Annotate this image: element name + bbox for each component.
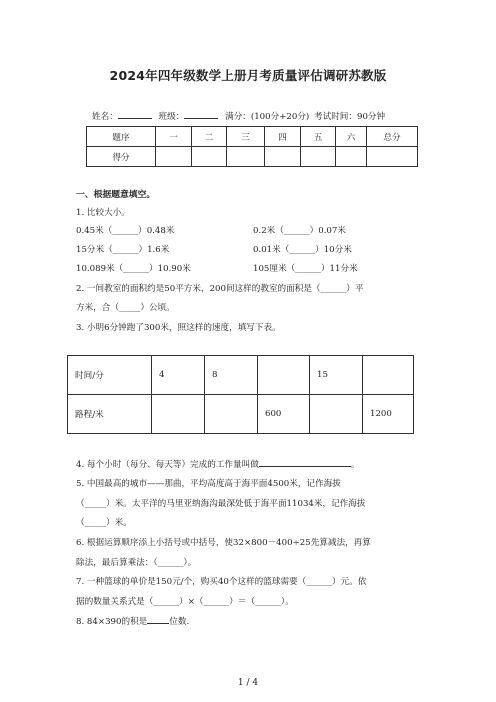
score-row	[87, 147, 418, 167]
compare-item: 0.01米（______）10分米	[253, 245, 352, 255]
compare-item: 105厘米（______）11分米	[253, 264, 358, 274]
compare-item: 10.089米（______）10.90米	[76, 264, 191, 274]
question-5-line2: （_____）米。太平洋的马里亚纳海沟最深处低于海平面11034米，记作海拔	[76, 499, 366, 509]
score-header-cell: 一	[156, 127, 192, 147]
question-5-line3: （_____）米。	[76, 518, 132, 528]
section-heading: 一、根据题意填空。	[76, 190, 156, 200]
time-cell: 15	[310, 356, 363, 395]
score-header-cell: 六	[336, 127, 367, 147]
question-5-line1: 5. 中国最高的城市——那曲，平均高度高于海平面4500米，记作海拔	[76, 479, 341, 489]
name-blank[interactable]	[118, 109, 152, 119]
score-header-cell: 二	[192, 127, 227, 147]
question-4-end: 。	[350, 460, 360, 470]
page-number: 1 / 4	[237, 678, 259, 688]
time-row	[68, 356, 414, 395]
question-6-line1: 6. 根据运算顺序添上小括号或中括号，使32×800－400÷25先算减法，再算	[76, 538, 371, 548]
distance-cell[interactable]	[310, 395, 363, 434]
page-title: 2024年四年级数学上册月考质量评估调研苏教版	[109, 68, 387, 83]
question-4	[76, 458, 359, 470]
distance-cell[interactable]	[205, 395, 258, 434]
score-cell[interactable]	[192, 147, 227, 167]
score-cell[interactable]	[227, 147, 265, 167]
time-cell: 4	[152, 356, 205, 395]
score-cell[interactable]	[301, 147, 336, 167]
answer-blank[interactable]	[259, 458, 351, 467]
class-label: 班级：	[158, 112, 185, 122]
time-cell: 8	[205, 356, 258, 395]
distance-cell: 600	[258, 395, 310, 434]
compare-item: 0.45米（______）0.48米	[76, 226, 175, 236]
distance-row-label: 路程/米	[68, 395, 152, 434]
question-2-line2: 方米，合（_____）公顷。	[76, 303, 175, 313]
score-header-row	[87, 127, 418, 147]
class-blank[interactable]	[184, 109, 218, 119]
time-cell[interactable]	[363, 356, 414, 395]
score-table	[86, 126, 418, 167]
speed-table	[67, 355, 414, 434]
score-row-label: 得分	[87, 147, 156, 167]
time-row-label: 时间/分	[68, 356, 152, 395]
name-label: 姓名：	[92, 112, 118, 122]
compare-item: 15分米（______）1.6米	[76, 245, 170, 255]
score-header-cell: 四	[265, 127, 301, 147]
question-8-suffix: 位数.	[169, 617, 190, 627]
score-header-cell: 五	[301, 127, 336, 147]
score-cell[interactable]	[156, 147, 192, 167]
score-header-cell: 题序	[87, 127, 156, 147]
full-score-label: 满分：(100分+20分)	[225, 112, 310, 122]
answer-blank[interactable]	[147, 615, 169, 624]
question-6-line2: 除法，最后算乘法：（______）。	[76, 558, 197, 568]
question-2-line1: 2. 一间教室的面积约是50平方米，200间这样的教室的面积是（______）平	[76, 284, 364, 294]
student-info-line	[92, 109, 422, 122]
distance-row	[68, 395, 414, 434]
question-7-line1: 7. 一种篮球的单价是150元/个，购买40个这样的篮球需要（______）元。依	[76, 577, 367, 587]
question-8	[76, 615, 189, 627]
question-3: 3. 小明6分钟跑了300米，照这样的速度，填写下表。	[76, 323, 281, 333]
compare-item: 0.2米（______）0.07米	[253, 226, 346, 236]
question-1: 1. 比较大小。	[76, 208, 130, 218]
time-cell[interactable]	[258, 356, 310, 395]
score-cell[interactable]	[367, 147, 418, 167]
distance-cell[interactable]	[152, 395, 205, 434]
question-8-prefix: 8. 84×390的积是	[76, 617, 148, 627]
score-header-cell: 三	[227, 127, 265, 147]
exam-time-label: 考试时间：90分钟	[314, 112, 386, 122]
score-cell[interactable]	[265, 147, 301, 167]
question-7-line2: 据的数量关系式是（______）×（______）＝（______）。	[76, 597, 294, 607]
distance-cell: 1200	[363, 395, 414, 434]
question-4-text: 4. 每个小时（每分、每天等）完成的工作量叫做	[76, 460, 259, 470]
score-header-cell: 总分	[367, 127, 418, 147]
score-cell[interactable]	[336, 147, 367, 167]
